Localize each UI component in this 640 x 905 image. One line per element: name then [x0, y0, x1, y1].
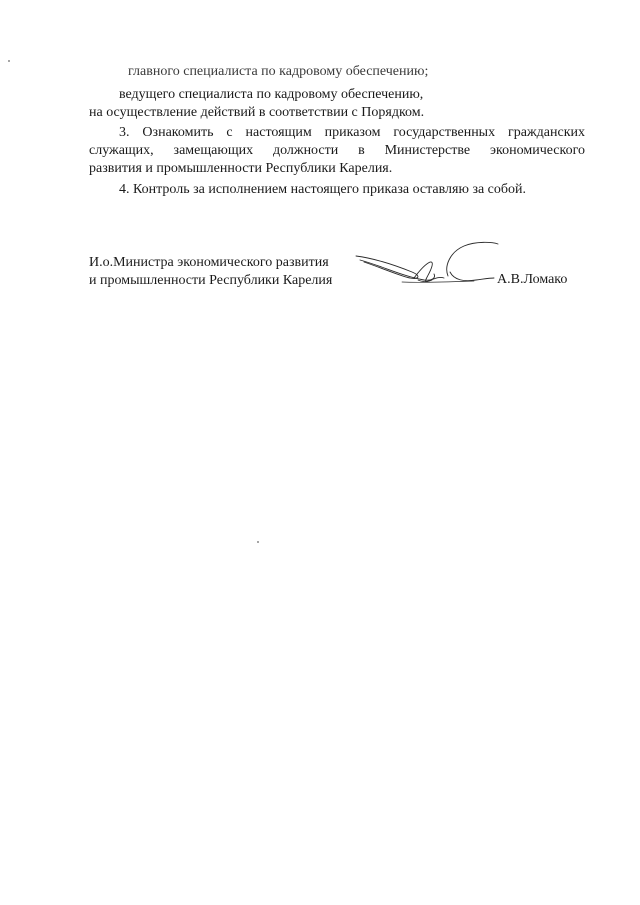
item3-second-line [89, 142, 585, 159]
handwritten-signature [352, 236, 502, 296]
list-item-lead-specialist: ведущего специалиста по кадровому обеспечению, [119, 87, 424, 102]
purpose-line: на осуществление действий в соответствии с Порядком. [89, 105, 425, 120]
list-item-chief-specialist: главного специалиста по кадровому обеспечению; [128, 64, 429, 79]
position-line2: и промышленности Республики Карелия [89, 273, 333, 288]
scan-speck [257, 541, 259, 543]
item3-first-line [119, 124, 585, 141]
item3-line1: 3. Ознакомить с настоящим приказом государственных гражданских [119, 125, 585, 140]
item4-paragraph: 4. Контроль за исполнением настоящего приказа оставляю за собой. [119, 182, 527, 197]
signatory-position [89, 254, 332, 290]
position-line1: И.о.Министра экономического развития [89, 255, 329, 270]
signatory-name: А.В.Ломако [497, 272, 568, 287]
item3-line3: развития и промышленности Республики Карелия. [89, 161, 393, 176]
item3-line2: служащих, замещающих должности в Министерстве экономического [89, 143, 585, 158]
scan-speck [8, 60, 10, 62]
